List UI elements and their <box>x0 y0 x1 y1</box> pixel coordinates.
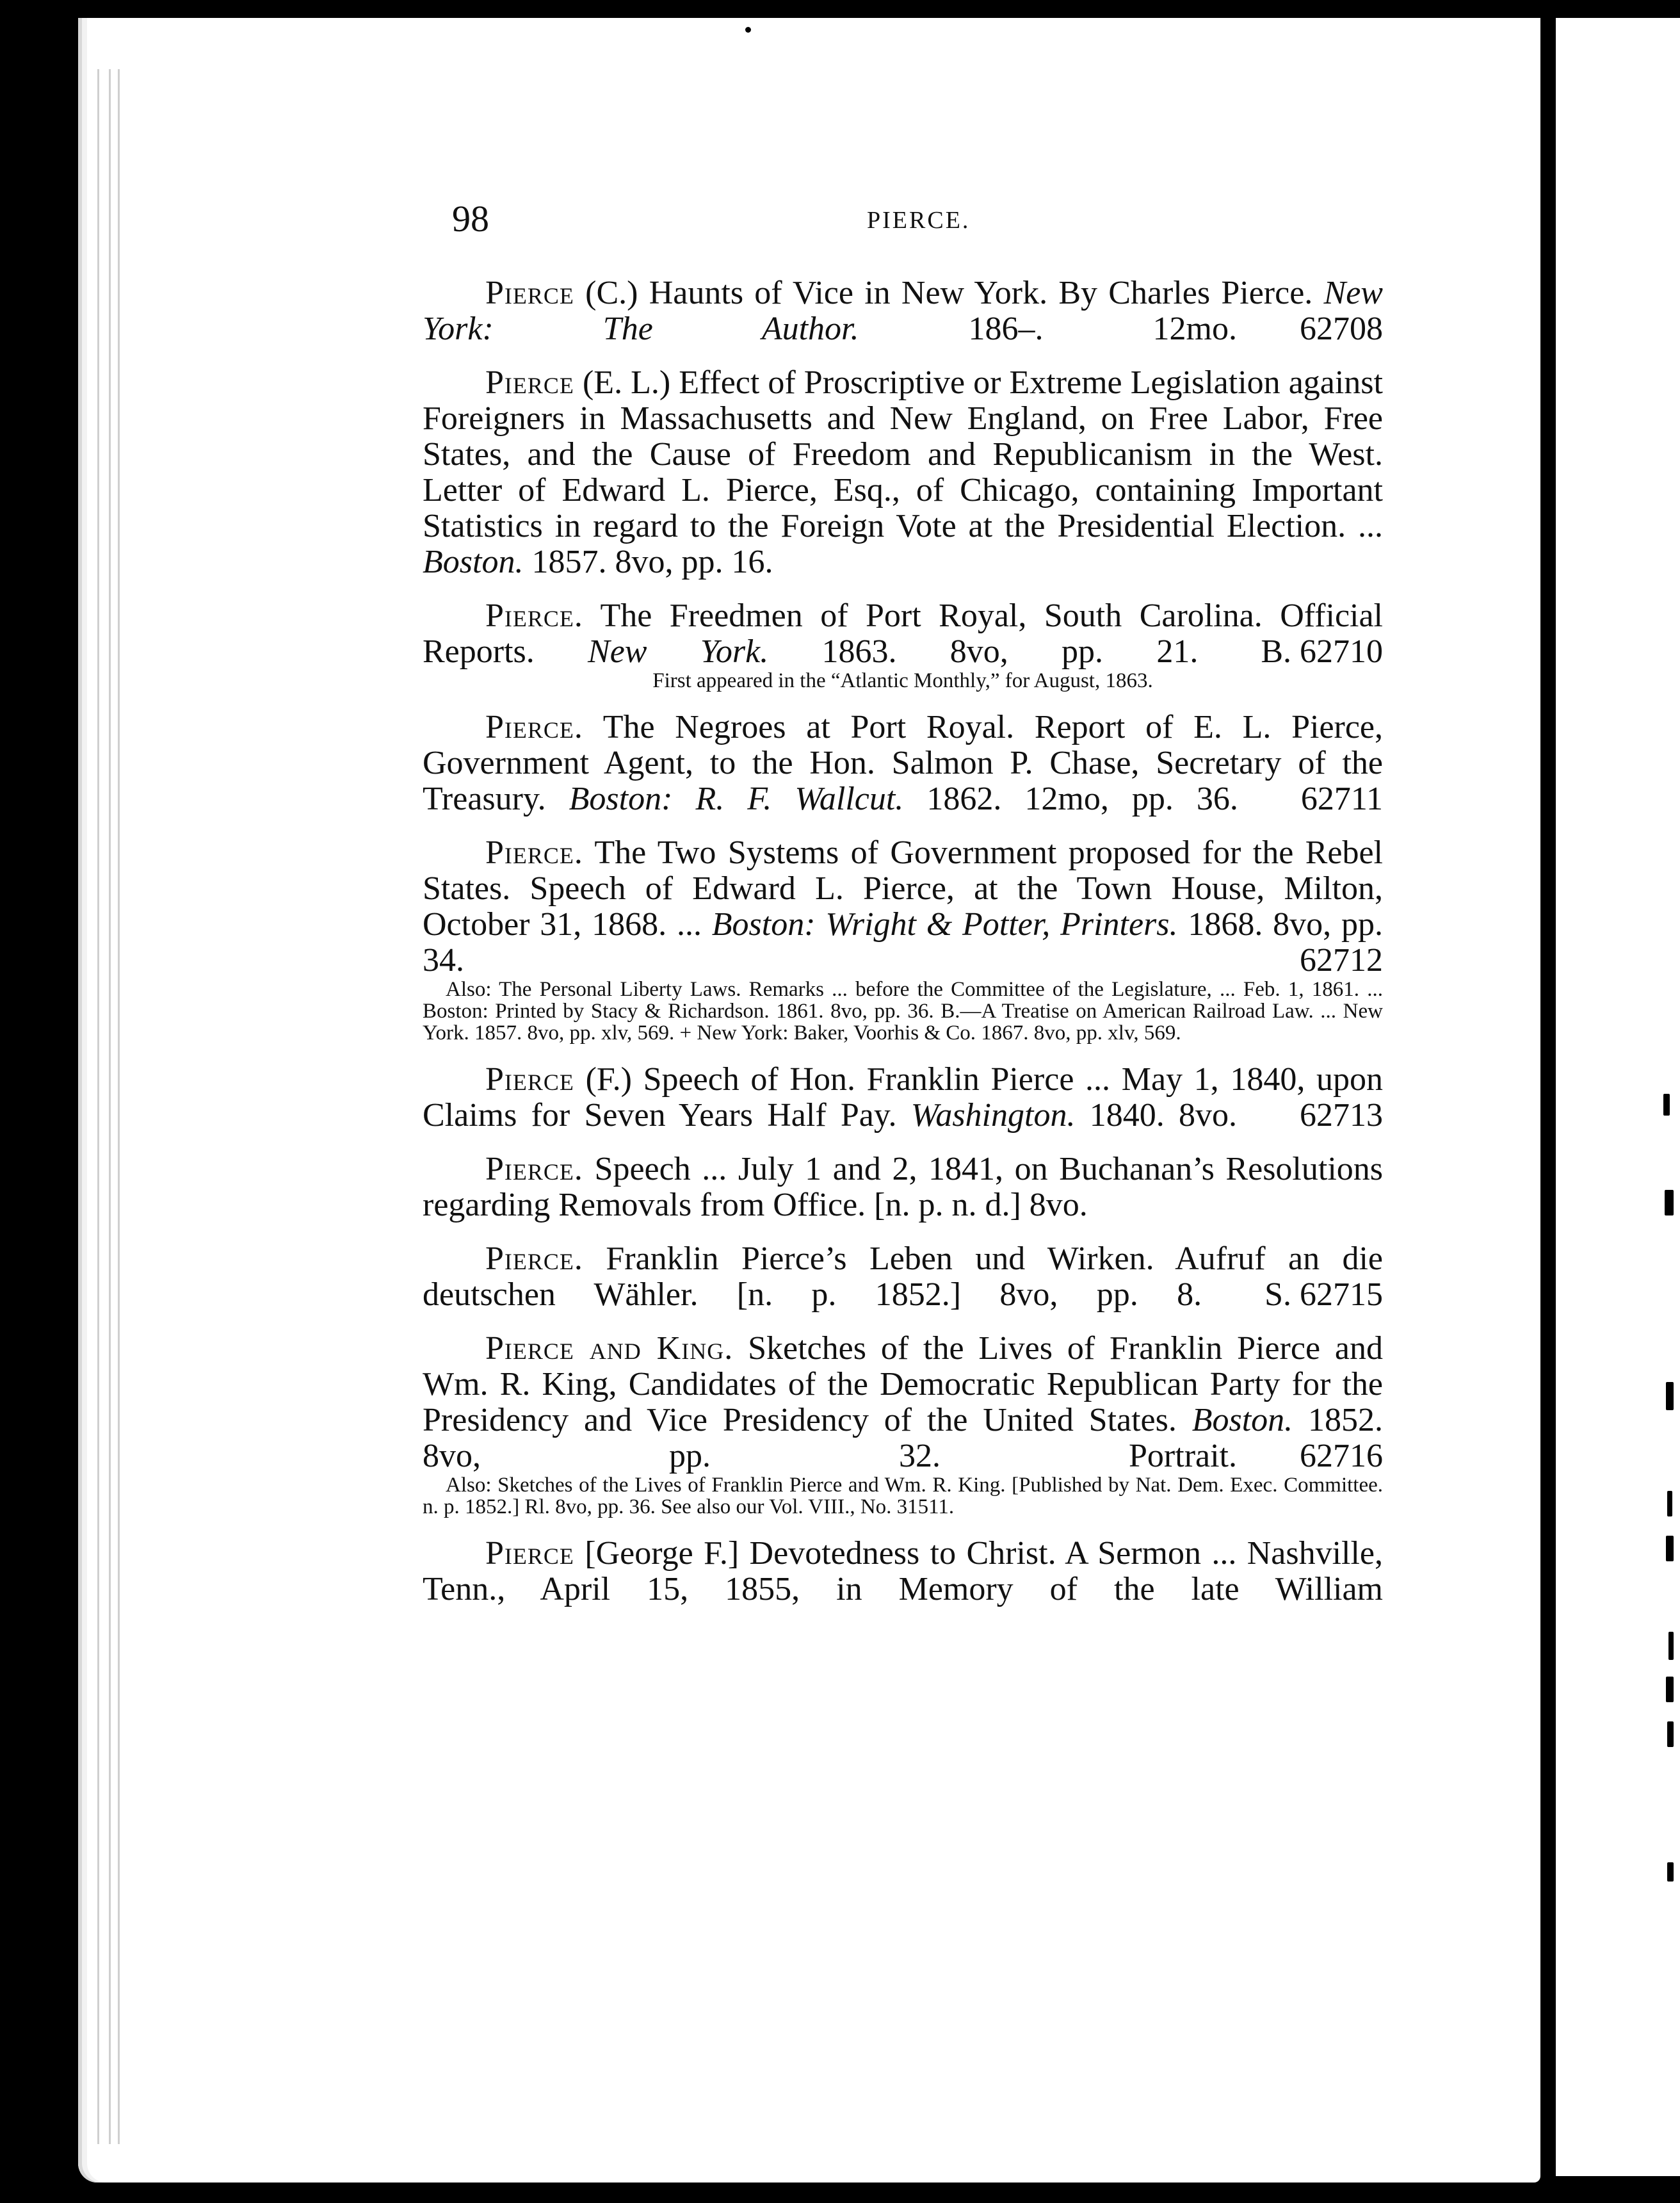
facing-page-glyph <box>1668 1632 1674 1660</box>
entry-title: The Two Systems of Government proposed for the Rebel States. Speech of Edward L. Pierce, at the Town House, Milton, October 31, 1868. ... <box>423 834 1384 943</box>
catalog-entry <box>423 275 1383 347</box>
entry-number: S. 62715 <box>1264 1276 1383 1313</box>
entry-imprint: Boston: R. F. Wallcut. <box>569 781 904 817</box>
entry-title: Sketches of the Lives of Franklin Pierce and Wm. R. King, Candidates of the Democratic Republican Party for the Presidency and Vice Presidency of the United States. <box>423 1330 1383 1438</box>
catalog-entry <box>423 1241 1383 1313</box>
entry-note: First appeared in the “Atlantic Monthly,” for August, 1863. <box>652 669 1153 692</box>
entry-format: 1840. 8vo. <box>1089 1097 1237 1134</box>
catalog-entry <box>423 598 1383 692</box>
catalog-entry <box>423 710 1383 817</box>
catalog-entry <box>423 1151 1383 1223</box>
entry-format: 1857. 8vo, pp. 16. <box>531 544 773 580</box>
entry-imprint: Boston. <box>1191 1402 1293 1438</box>
entry-format: 1852. 8vo, pp. 32. Portrait. <box>423 1402 1383 1474</box>
catalog-entry <box>423 1062 1383 1134</box>
facing-page-glyph <box>1667 1491 1672 1516</box>
entry-heading: Pierce. <box>485 597 583 634</box>
entry-heading: Pierce. <box>485 709 583 745</box>
facing-page-glyph <box>1666 1382 1674 1410</box>
entry-note: Also: Sketches of the Lives of Franklin Pierce and Wm. R. King. [Published by Nat. Dem. Exec. Committee. n. p. 1852.] Rl. 8vo, pp. 36. See also our Vol. VIII., No. 31511. <box>423 1474 1383 1518</box>
catalog-entry <box>423 365 1383 580</box>
entry-title: (C.) Haunts of Vice in New York. By Charles Pierce. <box>585 275 1313 311</box>
speck <box>745 27 751 33</box>
catalog-entry <box>423 1536 1383 1607</box>
entry-heading: Pierce. <box>485 834 583 871</box>
facing-page-edge <box>1556 18 1680 2176</box>
entry-heading: Pierce <box>485 275 574 311</box>
page-number: 98 <box>452 198 489 240</box>
entry-imprint: Washington. <box>910 1097 1076 1134</box>
entry-imprint: Boston. <box>423 544 524 580</box>
facing-page-glyph <box>1666 1536 1674 1561</box>
entry-title: The Freedmen of Port Royal, South Carolina. Official Reports. <box>423 597 1383 670</box>
facing-page-glyph <box>1667 1862 1674 1882</box>
entry-format: 1863. 8vo, pp. 21. <box>821 633 1199 670</box>
page-edge-line <box>118 69 120 2144</box>
entry-heading: Pierce <box>485 1061 574 1098</box>
facing-page-glyph <box>1665 1190 1674 1215</box>
entry-title: (F.) Speech of Hon. Franklin Pierce ... May 1, 1840, upon Claims for Seven Years Half Pay. <box>423 1061 1383 1134</box>
running-head: PIERCE. <box>867 207 971 234</box>
entry-heading: Pierce. <box>485 1240 583 1277</box>
entry-imprint: New York. <box>588 633 769 670</box>
entry-title: Franklin Pierce’s Leben und Wirken. Aufruf an die deutschen Wähler. [n. p. 1852.] 8vo, pp. 8. <box>423 1240 1384 1313</box>
entry-number: 62711 <box>1300 781 1383 817</box>
entry-format: 1862. 12mo, pp. 36. <box>926 781 1238 817</box>
page-edge-line <box>97 69 99 2144</box>
entry-heading: Pierce and King. <box>485 1330 734 1367</box>
entry-heading: Pierce <box>485 364 574 401</box>
facing-page-glyph <box>1666 1677 1674 1702</box>
entry-title: Speech ... July 1 and 2, 1841, on Buchanan’s Resolutions regarding Removals from Office. [n. p. n. d.] 8vo. <box>423 1151 1384 1223</box>
catalog-entry <box>423 835 1383 1044</box>
entry-number: 62716 <box>1300 1438 1383 1474</box>
page-edge-line <box>109 69 111 2144</box>
page-header <box>452 197 1388 242</box>
entry-imprint: Boston: Wright & Potter, Printers. <box>711 906 1178 943</box>
entry-title: (E. L.) Effect of Proscriptive or Extreme Legislation against Foreigners in Massachusetts and New England, on Free Labor, Free States, and the Cause of Freedom and Republicanism in the West. Letter of Edward L. Pierce, Esq., of Chicago, containing Important Statistics in regard to the Foreign Vote at the Presidential Election. ... <box>423 364 1383 544</box>
facing-page-glyph <box>1667 1721 1674 1747</box>
entry-number: B. 62710 <box>1261 633 1383 670</box>
entry-heading: Pierce. <box>485 1151 583 1187</box>
entry-imprint: New York: The Author. <box>423 275 1383 347</box>
entry-format: 186–. 12mo. <box>968 311 1237 347</box>
entry-number: 62713 <box>1300 1097 1383 1134</box>
entry-number: 62712 <box>1300 942 1383 979</box>
entry-title: [George F.] Devotedness to Christ. A Sermon ... Nashville, Tenn., April 15, 1855, in Memory of the late William <box>423 1535 1384 1607</box>
entry-format: 1868. 8vo, pp. 34. <box>423 906 1384 979</box>
entry-heading: Pierce <box>485 1535 574 1572</box>
entries <box>423 275 1383 1625</box>
entry-number: 62708 <box>1300 311 1383 347</box>
entry-title: The Negroes at Port Royal. Report of E. L. Pierce, Government Agent, to the Hon. Salmon P. Chase, Secretary of the Treasury. <box>423 709 1383 817</box>
facing-page-glyph <box>1663 1094 1670 1116</box>
entry-note: Also: The Personal Liberty Laws. Remarks ... before the Committee of the Legislature, ... Feb. 1, 1861. ... Boston: Printed by Stacy & Richardson. 1861. 8vo, pp. 36. B.—A Treatise on American Railroad Law. ... New York. 1857. 8vo, pp. xlv, 569. + New York: Baker, Voorhis & Co. 1867. 8vo, pp. xlv, 569. <box>423 978 1383 1045</box>
catalog-entry <box>423 1331 1383 1518</box>
